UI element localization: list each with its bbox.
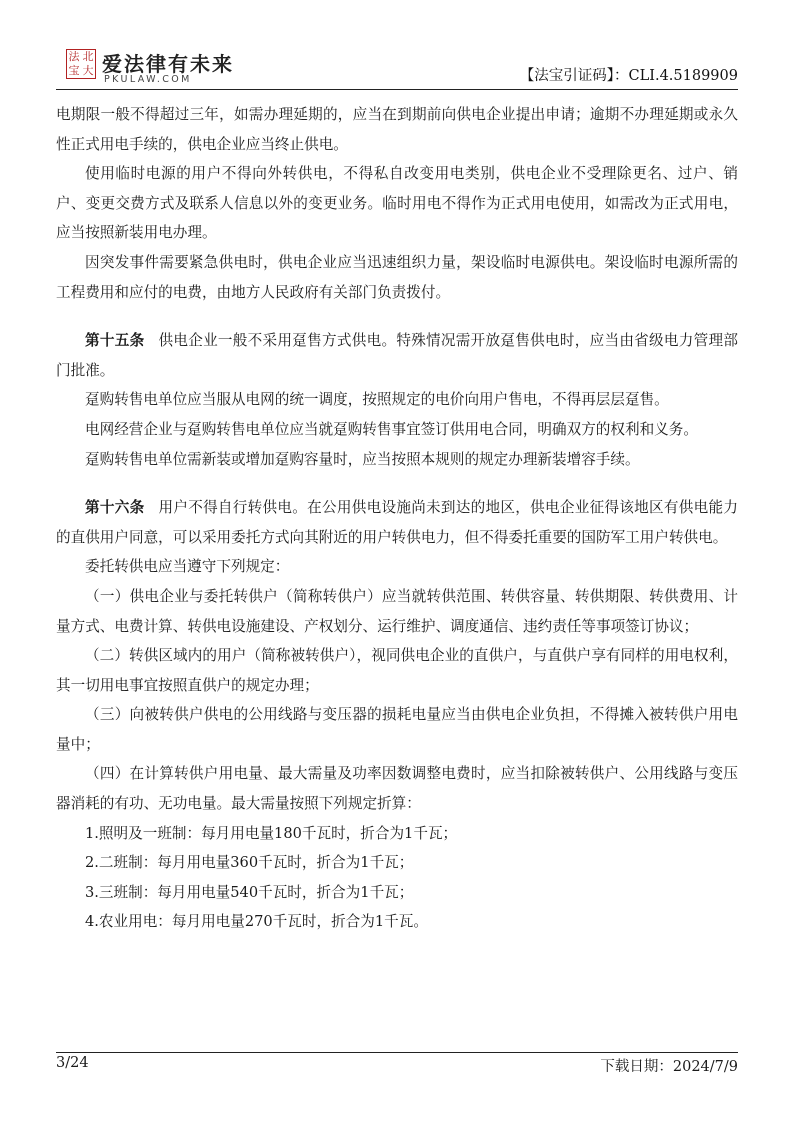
paragraph xyxy=(56,159,738,248)
paragraph-text: 因突发事件需要紧急供电时，供电企业应当迅速组织力量，架设临时电源供电。架设临时电源所需的工程费用和应付的电费，由地方人民政府有关部门负责拨付。 xyxy=(56,253,738,301)
article-paragraph xyxy=(56,493,738,552)
paragraph-text: 趸购转售电单位应当服从电网的统一调度，按照规定的电价向用户售电，不得再层层趸售。 xyxy=(85,391,669,409)
paragraph-text: 1.照明及一班制：每月用电量180千瓦时，折合为1千瓦； xyxy=(85,824,458,842)
paragraph-text: （三）向被转供户供电的公用线路与变压器的损耗电量应当由供电企业负担，不得摊入被转供户用电量中； xyxy=(56,706,738,753)
paragraph-text: 使用临时电源的用户不得向外转供电，不得私自改变用电类别，供电企业不受理除更名、过户、销户、变更交费方式及联系人信息以外的变更业务。临时用电不得作为正式用电使用，如需改为正式用电，应当按照新装用电办理。 xyxy=(56,165,738,242)
citation-code: 【法宝引证码】：CLI.4.5189909 xyxy=(519,68,738,84)
paragraph xyxy=(56,100,738,159)
paragraph xyxy=(56,848,738,878)
seal-char: 法 xyxy=(68,50,80,63)
paragraph-text: 供电企业一般不采用趸售方式供电。特殊情况需开放趸售供电时，应当由省级电力管理部门批准。 xyxy=(56,332,738,379)
paragraph xyxy=(56,878,738,908)
paragraph-text: （一）供电企业与委托转供户（简称转供户）应当就转供范围、转供容量、转供期限、转供费用、计量方式、电费计算、转供电设施建设、产权划分、运行维护、调度通信、违约责任等事项签订协议； xyxy=(56,587,738,635)
paragraph-text: 委托转供电应当遵守下列规定： xyxy=(85,558,290,576)
paragraph xyxy=(56,759,738,818)
seal-char: 北 xyxy=(82,50,94,63)
paragraph-text: （二）转供区域内的用户（简称被转供户），视同供电企业的直供户，与直供户享有同样的用电权利，其一切用电事宜按照直供户的规定办理； xyxy=(56,647,738,694)
article-number: 第十五条 xyxy=(85,332,145,350)
paragraph xyxy=(56,415,738,445)
paragraph xyxy=(56,819,738,849)
download-date: 下载日期：2024/7/9 xyxy=(600,1059,738,1075)
paragraph xyxy=(56,248,738,307)
page-header xyxy=(56,40,738,90)
article-number: 第十六条 xyxy=(85,499,145,517)
header-divider xyxy=(56,89,738,90)
paragraph-text: 2.二班制：每月用电量360千瓦时，折合为1千瓦； xyxy=(85,854,414,872)
logo-url: PKULAW.COM xyxy=(104,74,192,85)
paragraph-text: 用户不得自行转供电。在公用供电设施尚未到达的地区，供电企业征得该地区有供电能力的直供用户同意，可以采用委托方式向其附近的用户转供电力，但不得委托重要的国防军工用户转供电。 xyxy=(56,499,738,546)
paragraph-text: 4.农业用电：每月用电量270千瓦时，折合为1千瓦。 xyxy=(85,913,428,931)
paragraph-text: 3.三班制：每月用电量540千瓦时，折合为1千瓦； xyxy=(85,883,414,901)
paragraph-text: 电期限一般不得超过三年，如需办理延期的，应当在到期前向供电企业提出申请；逾期不办理延期或永久性正式用电手续的，供电企业应当终止供电。 xyxy=(56,106,738,153)
paragraph xyxy=(56,907,738,937)
pkulaw-seal-logo xyxy=(66,49,96,79)
footer-divider xyxy=(56,1052,738,1053)
paragraph-text: 趸购转售电单位需新装或增加趸购容量时，应当按照本规则的规定办理新装增容手续。 xyxy=(85,450,640,468)
seal-char: 宝 xyxy=(68,64,80,77)
paragraph xyxy=(56,552,738,582)
paragraph xyxy=(56,582,738,641)
paragraph xyxy=(56,700,738,759)
logo-slogan: 爱法律有未来 xyxy=(102,52,234,76)
paragraph-text: 电网经营企业与趸购转售电单位应当就趸购转售事宜签订供用电合同，明确双方的权利和义务。 xyxy=(85,420,698,438)
paragraph xyxy=(56,385,738,415)
paragraph xyxy=(56,641,738,700)
document-body xyxy=(56,100,738,937)
article-paragraph xyxy=(56,326,738,385)
page-number: 3/24 xyxy=(56,1055,89,1071)
paragraph xyxy=(56,445,738,475)
seal-char: 大 xyxy=(82,64,94,77)
paragraph-text: （四）在计算转供户用电量、最大需量及功率因数调整电费时，应当扣除被转供户、公用线路与变压器消耗的有功、无功电量。最大需量按照下列规定折算： xyxy=(56,765,738,813)
